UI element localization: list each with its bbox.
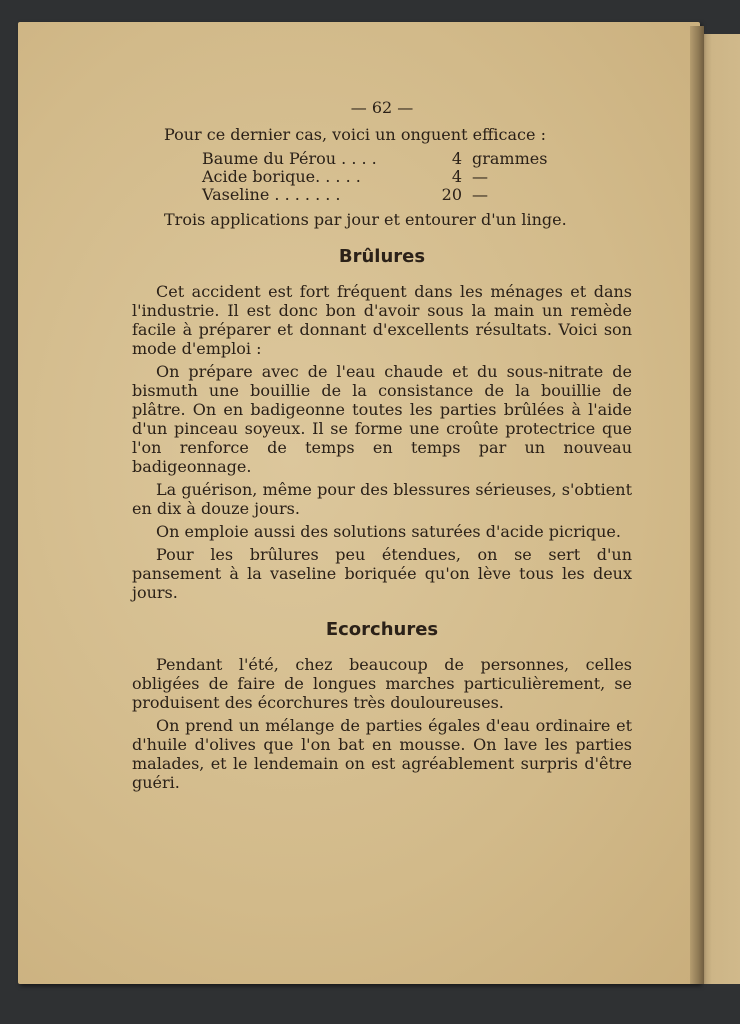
brulures-paragraph-2: On prépare avec de l'eau chaude et du sous-nitrate de bismuth une bouillie de la consistance de la bouillie de plâtre. On en badigeonne toutes les parties brûlées à l'aide d'un pinceau soyeux. Il se forme une croûte protectrice que l'on renforce de temps en temps par un nouveau badigeonnage.	[132, 362, 632, 476]
recipe-unit: —	[472, 185, 488, 204]
recipe-row	[202, 150, 592, 168]
recipe-row	[202, 186, 592, 204]
book-gutter	[690, 26, 704, 984]
section-heading-brulures: Brûlures	[338, 246, 426, 267]
recipe-ingredient: Baume du Pérou . . . .	[202, 149, 377, 168]
section-heading-ecorchures: Ecorchures	[325, 619, 439, 640]
recipe-quantity: 20	[441, 185, 462, 204]
recipe-unit: grammes	[472, 149, 548, 168]
adjacent-page-edge	[700, 34, 740, 984]
recipe-ingredient: Vaseline . . . . . . .	[202, 185, 341, 204]
recipe-row	[202, 168, 592, 186]
intro-text: Pour ce dernier cas, voici un onguent efficace :	[164, 125, 546, 144]
page-number: — 62 —	[350, 98, 414, 117]
page-content	[132, 98, 632, 792]
recipe-ingredient: Acide borique. . . . .	[202, 167, 361, 186]
ecorchures-paragraph-2: On prend un mélange de parties égales d'eau ordinaire et d'huile d'olives que l'on bat en mousse. On lave les parties malades, et le lendemain on est agréablement surpris d'être guéri.	[132, 716, 632, 792]
brulures-paragraph-1: Cet accident est fort fréquent dans les ménages et dans l'industrie. Il est donc bon d'avoir sous la main un remède facile à préparer et donnant d'excellents résultats. Voici son mode d'emploi :	[132, 282, 632, 358]
brulures-paragraph-3: La guérison, même pour des blessures sérieuses, s'obtient en dix à douze jours.	[132, 480, 632, 518]
recipe-table	[202, 150, 592, 204]
recipe-unit: —	[472, 167, 488, 186]
brulures-paragraph-5: Pour les brûlures peu étendues, on se sert d'un pansement à la vaseline boriquée qu'on lève tous les deux jours.	[132, 545, 632, 602]
brulures-paragraph-4: On emploie aussi des solutions saturées d'acide picrique.	[156, 522, 621, 541]
ecorchures-paragraph-1: Pendant l'été, chez beaucoup de personnes, celles obligées de faire de longues marches particulièrement, se produisent des écorchures très douloureuses.	[132, 655, 632, 712]
recipe-quantity: 4	[451, 167, 462, 186]
recipe-quantity: 4	[451, 149, 462, 168]
after-recipe-text: Trois applications par jour et entourer d'un linge.	[164, 210, 567, 229]
